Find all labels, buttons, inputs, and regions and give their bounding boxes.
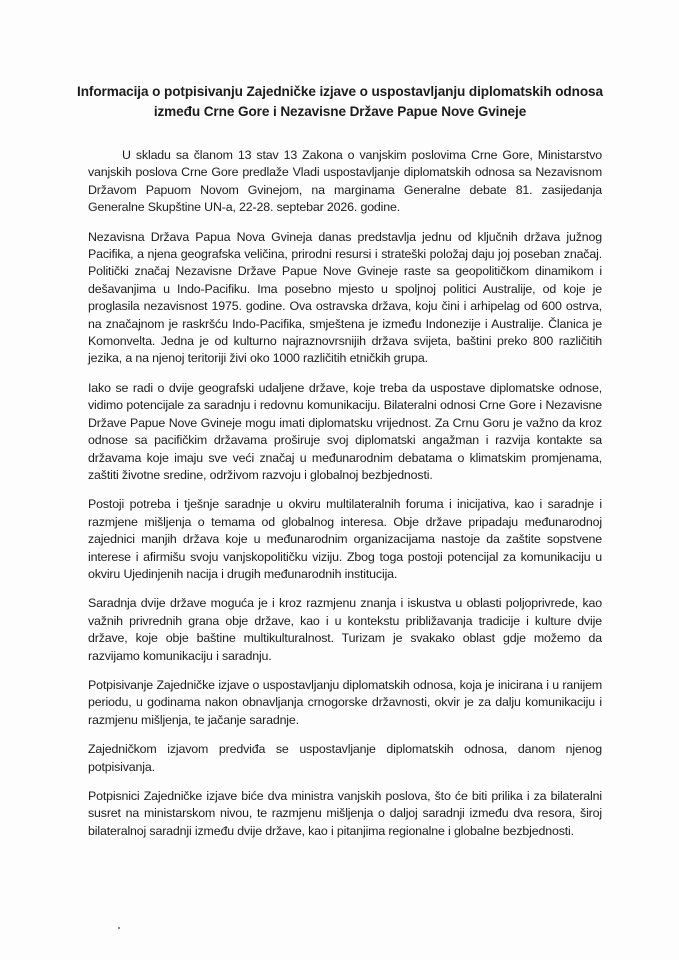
paragraph-3: Iako se radi o dvije geografski udaljene države, koje treba da uspostave diplomatske odnose, vidimo potencijale za saradnju i redovnu komunikaciju. Bilateralni odnosi Crne Gore i Nezavisne Države Papue Nove Gvineje mogu imati diplomatsku vrijednost. Za Crnu Goru je važno da kroz odnose sa pacifičkim državama proširuje svoj diplomatski angažman i razvija kontakte sa državama koje imaju sve veći značaj u međunarodnim debatama o klimatskim promjenama, zaštiti životne sredine, održivom razvoju i globalnoj bezbjednosti.	[88, 380, 602, 482]
paragraph-5: Saradnja dvije države moguća je i kroz razmjenu znanja i iskustva u oblasti poljoprivrede, kao važnih privrednih grana obje države, kao i u kontekstu približavanja tradicije i kulture dvije države, koje obje baštine multikulturalnost. Turizam je svakako oblast gdje možemo da razvijamo komunikaciju i saradnju.	[88, 596, 602, 663]
document-title	[40, 82, 640, 122]
paragraph-1: U skladu sa članom 13 stav 13 Zakona o vanjskim poslovima Crne Gore, Ministarstvo vanjskih poslova Crne Gore predlaže Vladi uspostavljanje diplomatskih odnosa sa Nezavisnom Državom Papuom Novom Gvinejom, na marginama Generalne debate 81. zasijedanja Generalne Skupštine UN-a, 22-28. septebar 2026. godine.	[88, 148, 602, 215]
paragraph-8: Potpisnici Zajedničke izjave biće dva ministra vanjskih poslova, što će biti prilika i za bilateralni susret na ministarskom nivou, te razmjenu mišljenja o daljoj saradnji između dva resora, široj bilateralnoj saradnji između dvije države, kao i pitanjima regionalne i globalne bezbjednosti.	[88, 789, 602, 838]
title-line-2: između Crne Gore i Nezavisne Države Papue Nove Gvineje	[153, 104, 527, 119]
document-body	[88, 147, 602, 852]
title-line-1: Informacija o potpisivanju Zajedničke izjave o uspostavljanju diplomatskih odnosa	[77, 84, 603, 99]
paragraph-6: Potpisivanje Zajedničke izjave o uspostavljanju diplomatskih odnosa, koja je inicirana i u ranijem periodu, u godinama nakon obnavljanja crnogorske državnosti, okvir je za dalju komunikaciju i razmjenu mišljenja, te jačanje saradnje.	[88, 677, 602, 727]
paragraph-7: Zajedničkom izjavom predviđa se uspostavljanje diplomatskih odnosa, danom njenog potpisivanja.	[88, 742, 602, 774]
paragraph-2: Nezavisna Država Papua Nova Gvineja danas predstavlja jednu od ključnih država južnog Pacifika, a njena geografska veličina, prirodni resursi i strateški položaj daju joj poseban značaj. Politički značaj Nezavisne Države Papue Nove Gvineje raste sa geopolitičkom dinamikom i dešavanjima u Indo-Pacifiku. Ima posebno mjesto u spoljnoj politici Australije, od koje je proglasila nezavisnost 1975. godine. Ova ostravska država, koju čini i arhipelag od 600 ostrva, na značajnom je raskršću Indo-Pacifika, smještena je između Indonezije i Australije. Članica je Komonvelta. Jedna je od kulturno najraznovrsnijih država svijeta, baštini preko 800 različitih jezika, a na njenoj teritoriji živi oko 1000 različitih etničkih grupa.	[88, 229, 602, 366]
paragraph-4: Postoji potreba i tješnje saradnje u okviru multilateralnih foruma i inicijativa, kao i saradnje i razmjene mišljenja o temama od globalnog interesa. Obje države pripadaju međunarodnoj zajednici manjih država koje u međunarodnim organizacijama nastoje da zaštite sopstvene interese i afirmišu svoju vanjskopolitičku viziju. Zbog toga postoji potencijal za komunikaciju u okviru Ujedinjenih nacija i drugih međunarodnih institucija.	[88, 497, 602, 581]
scan-speck	[118, 927, 120, 929]
